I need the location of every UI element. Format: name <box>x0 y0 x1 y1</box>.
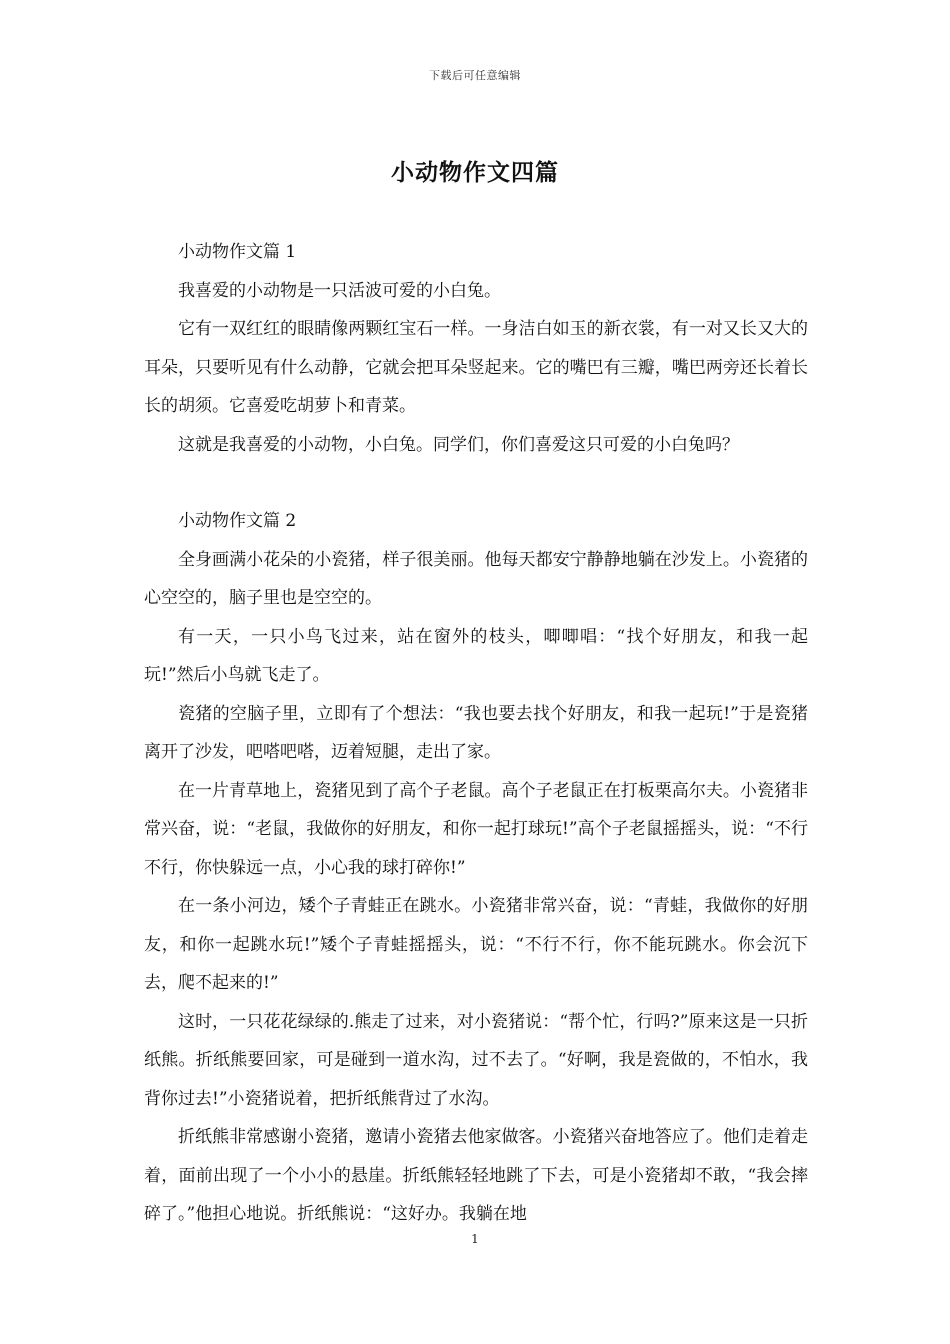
section-2-paragraph: 全身画满小花朵的小瓷猪，样子很美丽。他每天都安宁静静地躺在沙发上。小瓷猪的心空空的，脑子里也是空空的。 <box>144 549 808 608</box>
section-2-paragraph: 在一条小河边，矮个子青蛙正在跳水。小瓷猪非常兴奋，说：“青蛙，我做你的好朋友，和你一起跳水玩!”矮个子青蛙摇摇头，说：“不行不行，你不能玩跳水。你会沉下去，爬不起来的!” <box>144 896 808 993</box>
document-body <box>144 233 808 1234</box>
section-1-paragraph: 我喜爱的小动物是一只活波可爱的小白兔。 <box>178 280 501 301</box>
section-2-paragraph: 在一片青草地上，瓷猪见到了高个子老鼠。高个子老鼠正在打板栗高尔夫。小瓷猪非常兴奋，说：“老鼠，我做你的好朋友，和你一起打球玩!”高个子老鼠摇摇头，说：“不行不行，你快躲远一点，小心我的球打碎你!” <box>144 780 808 878</box>
section-1-paragraph: 它有一双红红的眼睛像两颗红宝石一样。一身洁白如玉的新衣裳，有一对又长又大的耳朵，只要听见有什么动静，它就会把耳朵竖起来。它的嘴巴有三瓣，嘴巴两旁还长着长长的胡须。它喜爱吃胡萝卜和青菜。 <box>144 319 808 416</box>
section-1-paragraph: 这就是我喜爱的小动物，小白兔。同学们，你们喜爱这只可爱的小白兔吗？ <box>178 434 739 455</box>
section-2-paragraph: 有一天，一只小鸟飞过来，站在窗外的枝头，唧唧唱：“找个好朋友，和我一起玩!”然后小鸟就飞走了。 <box>144 626 808 685</box>
section-1-heading: 小动物作文篇 1 <box>178 242 297 262</box>
document-title: 小动物作文四篇 <box>391 159 559 186</box>
section-2-paragraph: 瓷猪的空脑子里，立即有了个想法：“我也要去找个好朋友，和我一起玩!”于是瓷猪离开了沙发，吧嗒吧嗒，迈着短腿，走出了家。 <box>144 703 808 762</box>
section-2-heading: 小动物作文篇 2 <box>178 511 297 531</box>
section-2-paragraph: 这时，一只花花绿绿的.熊走了过来，对小瓷猪说：“帮个忙，行吗?”原来这是一只折纸熊。折纸熊要回家，可是碰到一道水沟，过不去了。“好啊，我是瓷做的，不怕水，我背你过去!”小瓷猪说着，把折纸熊背过了水沟。 <box>144 1011 808 1109</box>
page-number: 1 <box>471 1232 479 1246</box>
header-note: 下载后可任意编辑 <box>429 69 521 82</box>
section-2-paragraph: 折纸熊非常感谢小瓷猪，邀请小瓷猪去他家做客。小瓷猪兴奋地答应了。他们走着走着，面前出现了一个小小的悬崖。折纸熊轻轻地跳了下去，可是小瓷猪却不敢，“我会摔碎了。”他担心地说。折纸熊说：“这好办。我躺在地 <box>144 1127 808 1224</box>
section-spacer <box>144 464 808 502</box>
